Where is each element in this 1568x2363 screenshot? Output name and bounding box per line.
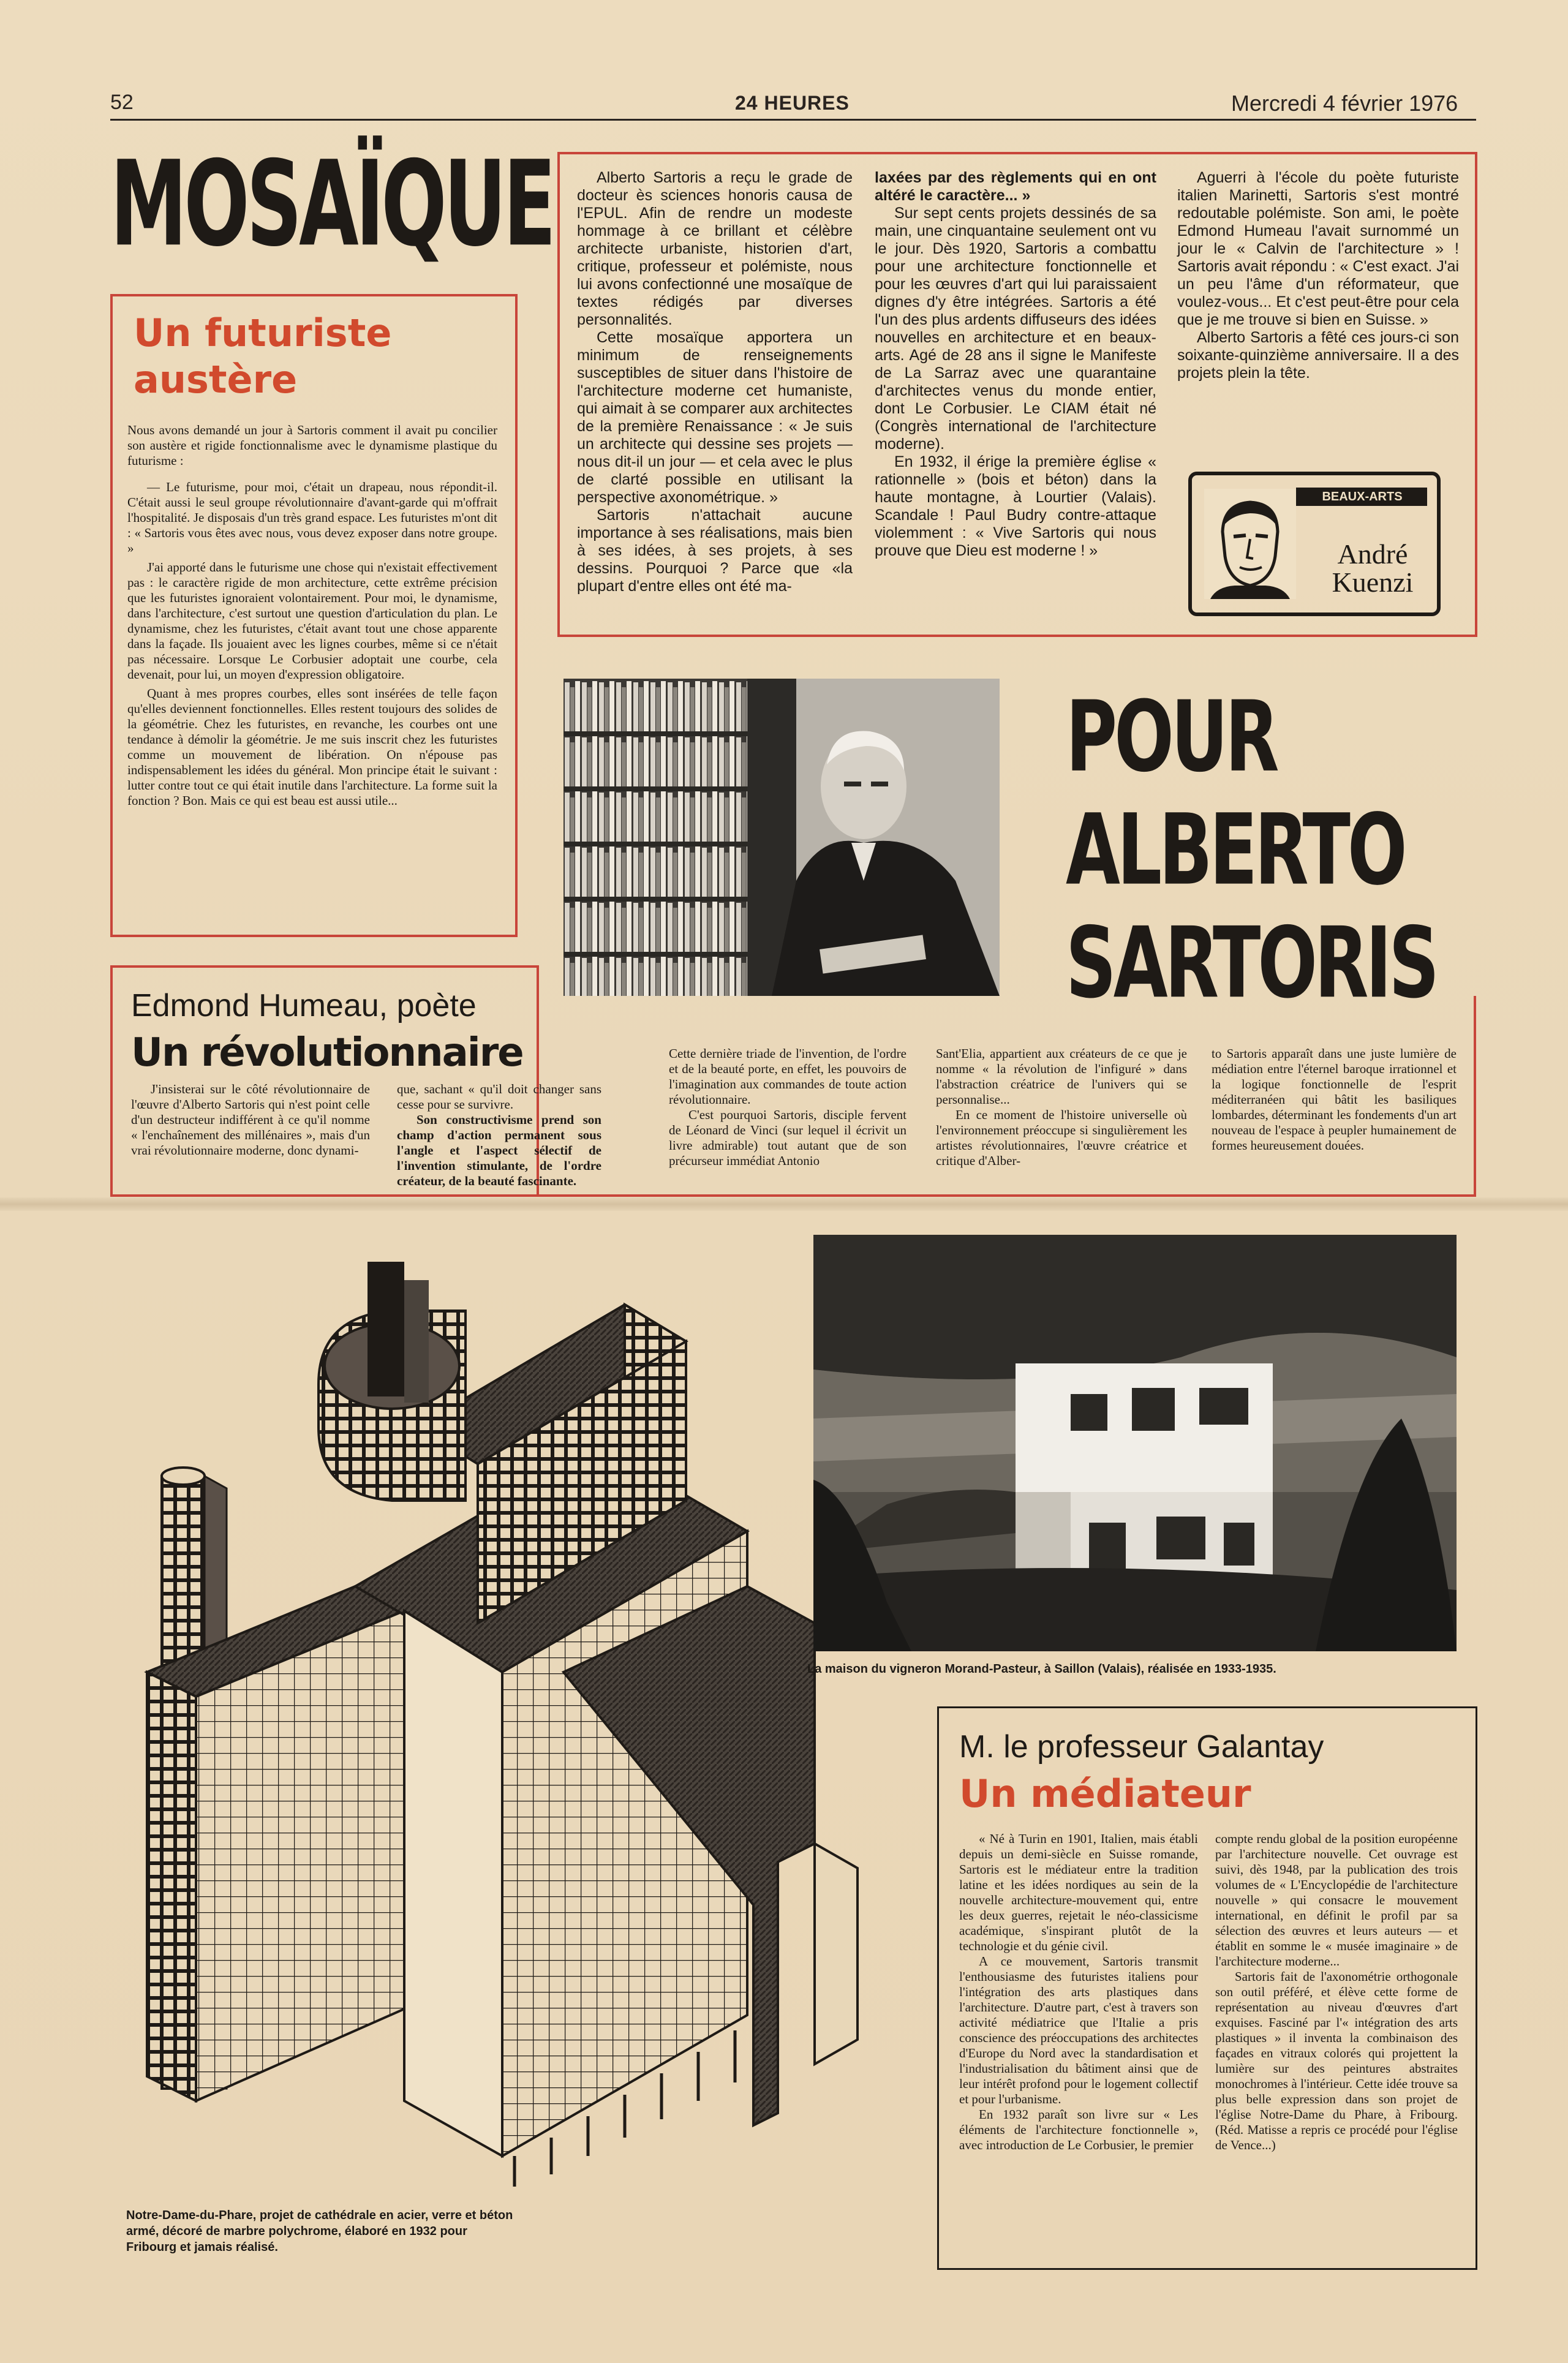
futuriste-body bbox=[127, 423, 497, 808]
author-last-name: Kuenzi bbox=[1332, 567, 1414, 598]
headline-line2: ALBERTO bbox=[1066, 793, 1404, 908]
maison-morand-pasteur-photo bbox=[813, 1235, 1457, 1651]
galantay-col1 bbox=[959, 1831, 1198, 2153]
top-col1-para: Cette mosaïque apportera un minimum de renseignements susceptibles de situer dans l'histoire de l'architecture moderne cet humaniste, qui aimait à se comparer aux architectes de la première Renaissance : « Je suis un architecte qui dessine ses projets — nous dit-il un jour — et cela avec le plus de clarté possible en utilisant la perspective axonométrique. » bbox=[577, 329, 853, 506]
humeau-col4-para: En ce moment de l'histoire universelle où l'environnement préoccupe si singulièrement les artistes révolutionnaires, l'œuvre créatrice et critique d'Alber- bbox=[936, 1107, 1187, 1168]
humeau-col2-para: Son constructivisme prend son champ d'action permanent sous l'angle et l'aspect sélectif de l'invention stimulante, de l'ordre créateur, de la beauté fascinante. bbox=[397, 1112, 601, 1188]
humeau-col3 bbox=[669, 1046, 907, 1169]
galantay-col2-para: Sartoris fait de l'axonométrie orthogonale son outil préféré, et élève cette forme de représentation au niveau d'œuvres d'art exquises. Fasciné par l'« intégration des arts plastiques » il inventa la combinaison des façades en vitraux colorés qui projettent la lumière sur des peintures abstraites monochromes à l'intérieur. Cette idée trouve sa plus belle expression dans son projet de l'église Notre-Dame du Phare, à Fribourg. (Réd. Matisse a repris ce procédé pour l'église de Vence...) bbox=[1215, 1969, 1458, 2152]
humeau-col4 bbox=[936, 1046, 1187, 1169]
galantay-col1-para: « Né à Turin en 1901, Italien, mais établi depuis un demi-siècle en Suisse romande, Sartoris est le médiateur entre la tradition latine et les idées nordiques au sein de la nouvelle architecture-mouvement qui, entre les deux guerres, rejetait le néo-classicisme académique, s'inspirant plutôt de la technologie et du génie civil. bbox=[959, 1831, 1198, 1953]
humeau-col1 bbox=[131, 1082, 370, 1158]
futuriste-title-line1: Un futuriste bbox=[134, 311, 392, 355]
humeau-col4-para: Sant'Elia, appartient aux créateurs de ce que je nomme « la révolution de l'infiguré » dans l'abstraction créatrice de l'univers qui se personnalise... bbox=[936, 1046, 1187, 1107]
top-article-col3 bbox=[1177, 169, 1459, 382]
humeau-col3-para: Cette dernière triade de l'invention, de l'ordre et de la beauté porte, en effet, les pouvoirs de l'imagination aux commandes de toute action révolutionnaire. bbox=[669, 1046, 907, 1107]
author-first-name: André bbox=[1337, 538, 1408, 570]
humeau-bottom-rule-left bbox=[110, 1194, 539, 1197]
humeau-kicker: Edmond Humeau, poète bbox=[131, 988, 477, 1023]
house-caption: La maison du vigneron Morand-Pasteur, à Saillon (Valais), réalisée en 1933-1935. bbox=[807, 1662, 1276, 1676]
humeau-col5 bbox=[1212, 1046, 1457, 1153]
humeau-col1-para: J'insisterai sur le côté révolutionnaire de l'œuvre d'Alberto Sartoris qui n'est point celle d'un destructeur indifférent à ce qu'il nomme « l'enchaînement des millénaires », mais d'un vrai révolutionnaire moderne, donc dynami- bbox=[131, 1082, 370, 1158]
page-fold bbox=[0, 1197, 1568, 1211]
galantay-col2 bbox=[1215, 1831, 1458, 2153]
issue-date: Mercredi 4 février 1976 bbox=[1231, 91, 1458, 116]
header-rule bbox=[110, 119, 1476, 121]
sartoris-portrait-photo bbox=[564, 679, 1000, 996]
futuriste-para: — Le futurisme, pour moi, c'était un drapeau, nous répondit-il. C'était aussi le seul groupe révolutionnaire d'avant-garde qui m'offrait l'hospitalité. Je disposais d'un très grand espace. Les futuristes m'ont dit : « Sartoris vous êtes avec nous, vous devez exposer dans notre groupe. » bbox=[127, 480, 497, 556]
main-headline bbox=[1066, 681, 1436, 1020]
humeau-col2-para: que, sachant « qu'il doit changer sans cesse pour se survivre. bbox=[397, 1082, 601, 1112]
galantay-kicker: M. le professeur Galantay bbox=[959, 1729, 1324, 1765]
top-col3-para: Aguerri à l'école du poète futuriste italien Marinetti, Sartoris s'est montré redoutable polémiste. Son ami, le poète Edmond Humeau l'avait surnommé un jour le « Calvin de l'architecture » ! Sartoris avait répondu : « C'est exact. J'ai un peu l'âme d'un réformateur, que voulez-vous... Et c'est peut-être pour cela que je me trouve si bien en Suisse. » bbox=[1177, 169, 1459, 328]
humeau-col2 bbox=[397, 1082, 601, 1189]
humeau-right-rule bbox=[1474, 996, 1476, 1197]
cathedral-axonometric-drawing bbox=[135, 1243, 888, 2199]
top-col1-para: Sartoris n'attachait aucune importance à ses réalisations, mais bien à ses idées, à ses projets, à ses dessins. Pourquoi ? Parce que «la plupart d'entre elles ont été ma- bbox=[577, 507, 853, 595]
humeau-bottom-rule bbox=[539, 1194, 1476, 1197]
galantay-title: Un médiateur bbox=[959, 1771, 1251, 1816]
galantay-col1-para: En 1932 paraît son livre sur « Les éléments de l'architecture fonctionnelle », avec introduction de Le Corbusier, le premier bbox=[959, 2107, 1198, 2152]
futuriste-para: J'ai apporté dans le futurisme une chose qui n'existait effectivement pas : le caractère rigide de mon architecture, cette extrême précision que les futuristes ignoraient volontairement. Pour moi, le dynamisme, dans l'architecture, c'est surtout une question d'articulation du plan. Le dynamisme, chez les futuristes, c'était avant tout une chose apparente dans la façade. Ils jouaient avec les lignes courbes, même si ce n'était pas nécessaire. Lorsque Le Corbusier adoptait une courbe, cela devenait, pour lui, un moyen d'expression obligatoire. bbox=[127, 560, 497, 682]
headline-line1: POUR bbox=[1066, 680, 1276, 794]
headline-line3: SARTORIS bbox=[1066, 906, 1437, 1021]
rubric-label: BEAUX-ARTS bbox=[1322, 490, 1403, 503]
futuriste-para: Nous avons demandé un jour à Sartoris comment il avait pu concilier son austère et rigide fonctionnalisme avec le dynamisme plastique du futurisme : bbox=[127, 423, 497, 468]
futuriste-para: Quant à mes propres courbes, elles sont insérées de telle façon qu'elles deviennent fonctionnelles. Elles restent toujours des solides de la géométrie. Chez les futuristes, en revanche, les courbes ont une tendance à démolir la géométrie. Je me suis inscrit chez les futuristes comme un mouvement de libération. On n'épouse pas indispensablement les idées du général. Mon principe était le suivant : lutter contre tout ce qui était inutile dans l'architecture. La forme suit la fonction ? Bon. Mais ce qui est beau est aussi utile... bbox=[127, 686, 497, 808]
top-col2-para: Sur sept cents projets dessinés de sa main, une cinquantaine seulement ont vu le jour. Dès 1920, Sartoris a combattu pour une architecture fonctionnelle et pour les œuvres d'art qui lui paraissaient dignes d'y être intégrées. Sartoris a été l'un des plus ardents diffuseurs des idées nouvelles en architecture et en beaux-arts. Agé de 28 ans il signe le Manifeste de La Sarraz avec une quarantaine d'architectes venus du monde entier, dont Le Corbusier. Le CIAM était né (Congrès international de l'architecture moderne). bbox=[875, 205, 1156, 453]
page-number: 52 bbox=[110, 91, 134, 114]
top-col1-para: Alberto Sartoris a reçu le grade de docteur ès sciences honoris causa de l'EPUL. Afin de rendre un modeste hommage à ce brillant et célèbre architecte urbaniste, historien d'art, critique, professeur et polémiste, nous lui avons confectionné une mosaïque de textes rédigés par diverses personnalités. bbox=[577, 169, 853, 328]
futuriste-title-line2: austère bbox=[134, 357, 298, 402]
byline-box bbox=[1188, 472, 1441, 616]
humeau-col5-para: to Sartoris apparaît dans une juste lumière de médiation entre l'éternel baroque irrationnel et la logique fonctionnelle de l'esprit méditerranéen qui bâtit les basiliques lombardes, déterminant les fondements d'un art nouveau de l'espace à peupler humainement de formes heureusement douées. bbox=[1212, 1046, 1457, 1153]
byline-author bbox=[1314, 540, 1431, 597]
futuriste-title bbox=[134, 310, 391, 403]
top-col3-para: Alberto Sartoris a fêté ces jours-ci son soixante-quinzième anniversaire. Il a des projets plein la tête. bbox=[1177, 329, 1459, 382]
section-title-mosaique: MOSAÏQUE bbox=[110, 136, 553, 273]
cathedral-caption: Notre-Dame-du-Phare, projet de cathédrale en acier, verre et béton armé, décoré de marbre polychrome, élaboré en 1932 pour Fribourg et jamais réalisé. bbox=[126, 2209, 513, 2254]
top-col2-para: En 1932, il érige la première église « rationnelle » (bois et béton) dans la haute montagne, à Lourtier (Valais). Scandale ! Paul Budry contre-attaque violemment : « Vive Sartoris qui nous prouve que Dieu est moderne ! » bbox=[875, 453, 1156, 559]
top-col2-para: laxées par des règlements qui en ont altéré le caractère... » bbox=[875, 169, 1156, 204]
humeau-title: Un révolutionnaire bbox=[131, 1030, 523, 1076]
top-article-col2 bbox=[875, 169, 1156, 560]
author-portrait-icon bbox=[1204, 489, 1296, 599]
humeau-col3-para: C'est pourquoi Sartoris, disciple fervent de Léonard de Vinci (sur lequel il écrivit un livre admirable) tout autant que de son précurseur immédiat Antonio bbox=[669, 1107, 907, 1168]
galantay-col2-para: compte rendu global de la position européenne par l'architecture nouvelle. Cet ouvrage est suivi, dès 1948, par la publication des trois volumes de « L'Encyclopédie de l'architecture nouvelle » qui consacre le mouvement international, en définit le profil par sa sélection des œuvres et leurs auteurs — et établit en somme le « musée imaginaire » de l'architecture moderne... bbox=[1215, 1831, 1458, 1969]
galantay-col1-para: A ce mouvement, Sartoris transmit l'enthousiasme des futuristes italiens pour l'intégration des arts plastiques dans l'architecture. D'autre part, c'est à travers son activité médiatrice que l'Italie a pris conscience des préoccupations des architectes d'Europe du Nord avec la standardisation et l'industrialisation du bâtiment ainsi que de leur intérêt profond pour le logement collectif et pour l'urbanisme. bbox=[959, 1954, 1198, 2106]
masthead: 24 HEURES bbox=[735, 92, 850, 114]
top-article-col1 bbox=[577, 169, 853, 595]
